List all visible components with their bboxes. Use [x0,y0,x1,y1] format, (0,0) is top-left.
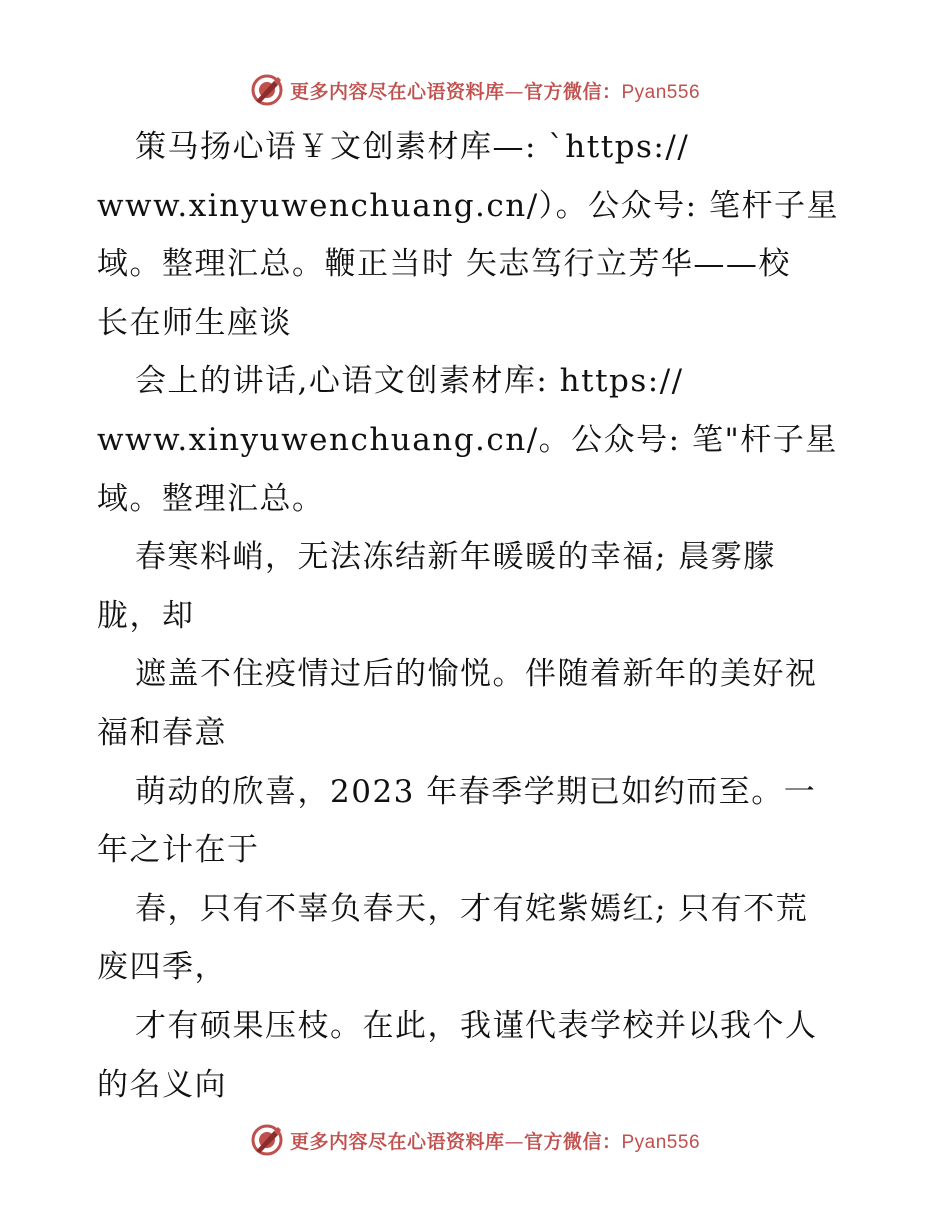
header-banner-cn: 更多内容尽在心语资料库 [289,80,505,103]
text-line: 废四季， [97,949,227,986]
footer-banner-wechat-id: Pyan556 [621,1131,701,1153]
pen-logo-icon [250,73,284,107]
text-line: 萌动的欣喜，2023 年春季学期已如约而至。一 [135,773,817,810]
footer-banner-cn: 更多内容尽在心语资料库 [289,1130,505,1153]
text-line: 胧，却 [97,597,195,634]
text-line: 春寒料峭，无法冻结新年暖暖的幸福; 晨雾朦 [135,539,776,576]
text-line: 遮盖不住疫情过后的愉悦。伴随着新年的美好祝 [135,656,818,693]
text-line: 才有硕果压枝。在此，我谨代表学校并以我个人 [135,1007,818,1044]
header-banner-inner [250,73,700,107]
text-line: www.xinyuwenchuang.cn/。公众号: 笔"杆子星 [97,421,838,458]
text-line: 会上的讲话,心语文创素材库: https:// [135,363,684,400]
text-line: 域。整理汇总。 [97,480,325,517]
header-banner-wechat-id: Pyan556 [621,81,701,103]
header-banner-separator: — [504,80,524,103]
pen-logo-icon [250,1123,284,1157]
header-banner-wechat-label: 官方微信： [523,80,622,103]
text-line: www.xinyuwenchuang.cn/）。公众号: 笔杆子星 [97,187,839,224]
text-line: 福和春意 [97,714,227,751]
text-line: 的名义向 [97,1066,227,1103]
header-banner [0,70,950,110]
text-line: 年之计在于 [97,832,260,869]
footer-banner-separator: — [504,1130,524,1153]
footer-banner-wechat-label: 官方微信： [523,1130,622,1153]
text-line: 策马扬心语￥文创素材库—: `https:// [135,129,690,165]
text-line: 春，只有不辜负春天，才有姹紫嫣红; 只有不荒 [135,890,809,927]
footer-banner [0,1120,950,1160]
text-line: 长在师生座谈 [97,304,292,341]
footer-banner-inner [250,1123,700,1157]
footer-banner-text [290,1127,700,1154]
document-body [97,118,857,1114]
header-banner-text [290,77,700,104]
text-line: 域。整理汇总。鞭正当时 矢志笃行立芳华——校 [97,246,791,283]
